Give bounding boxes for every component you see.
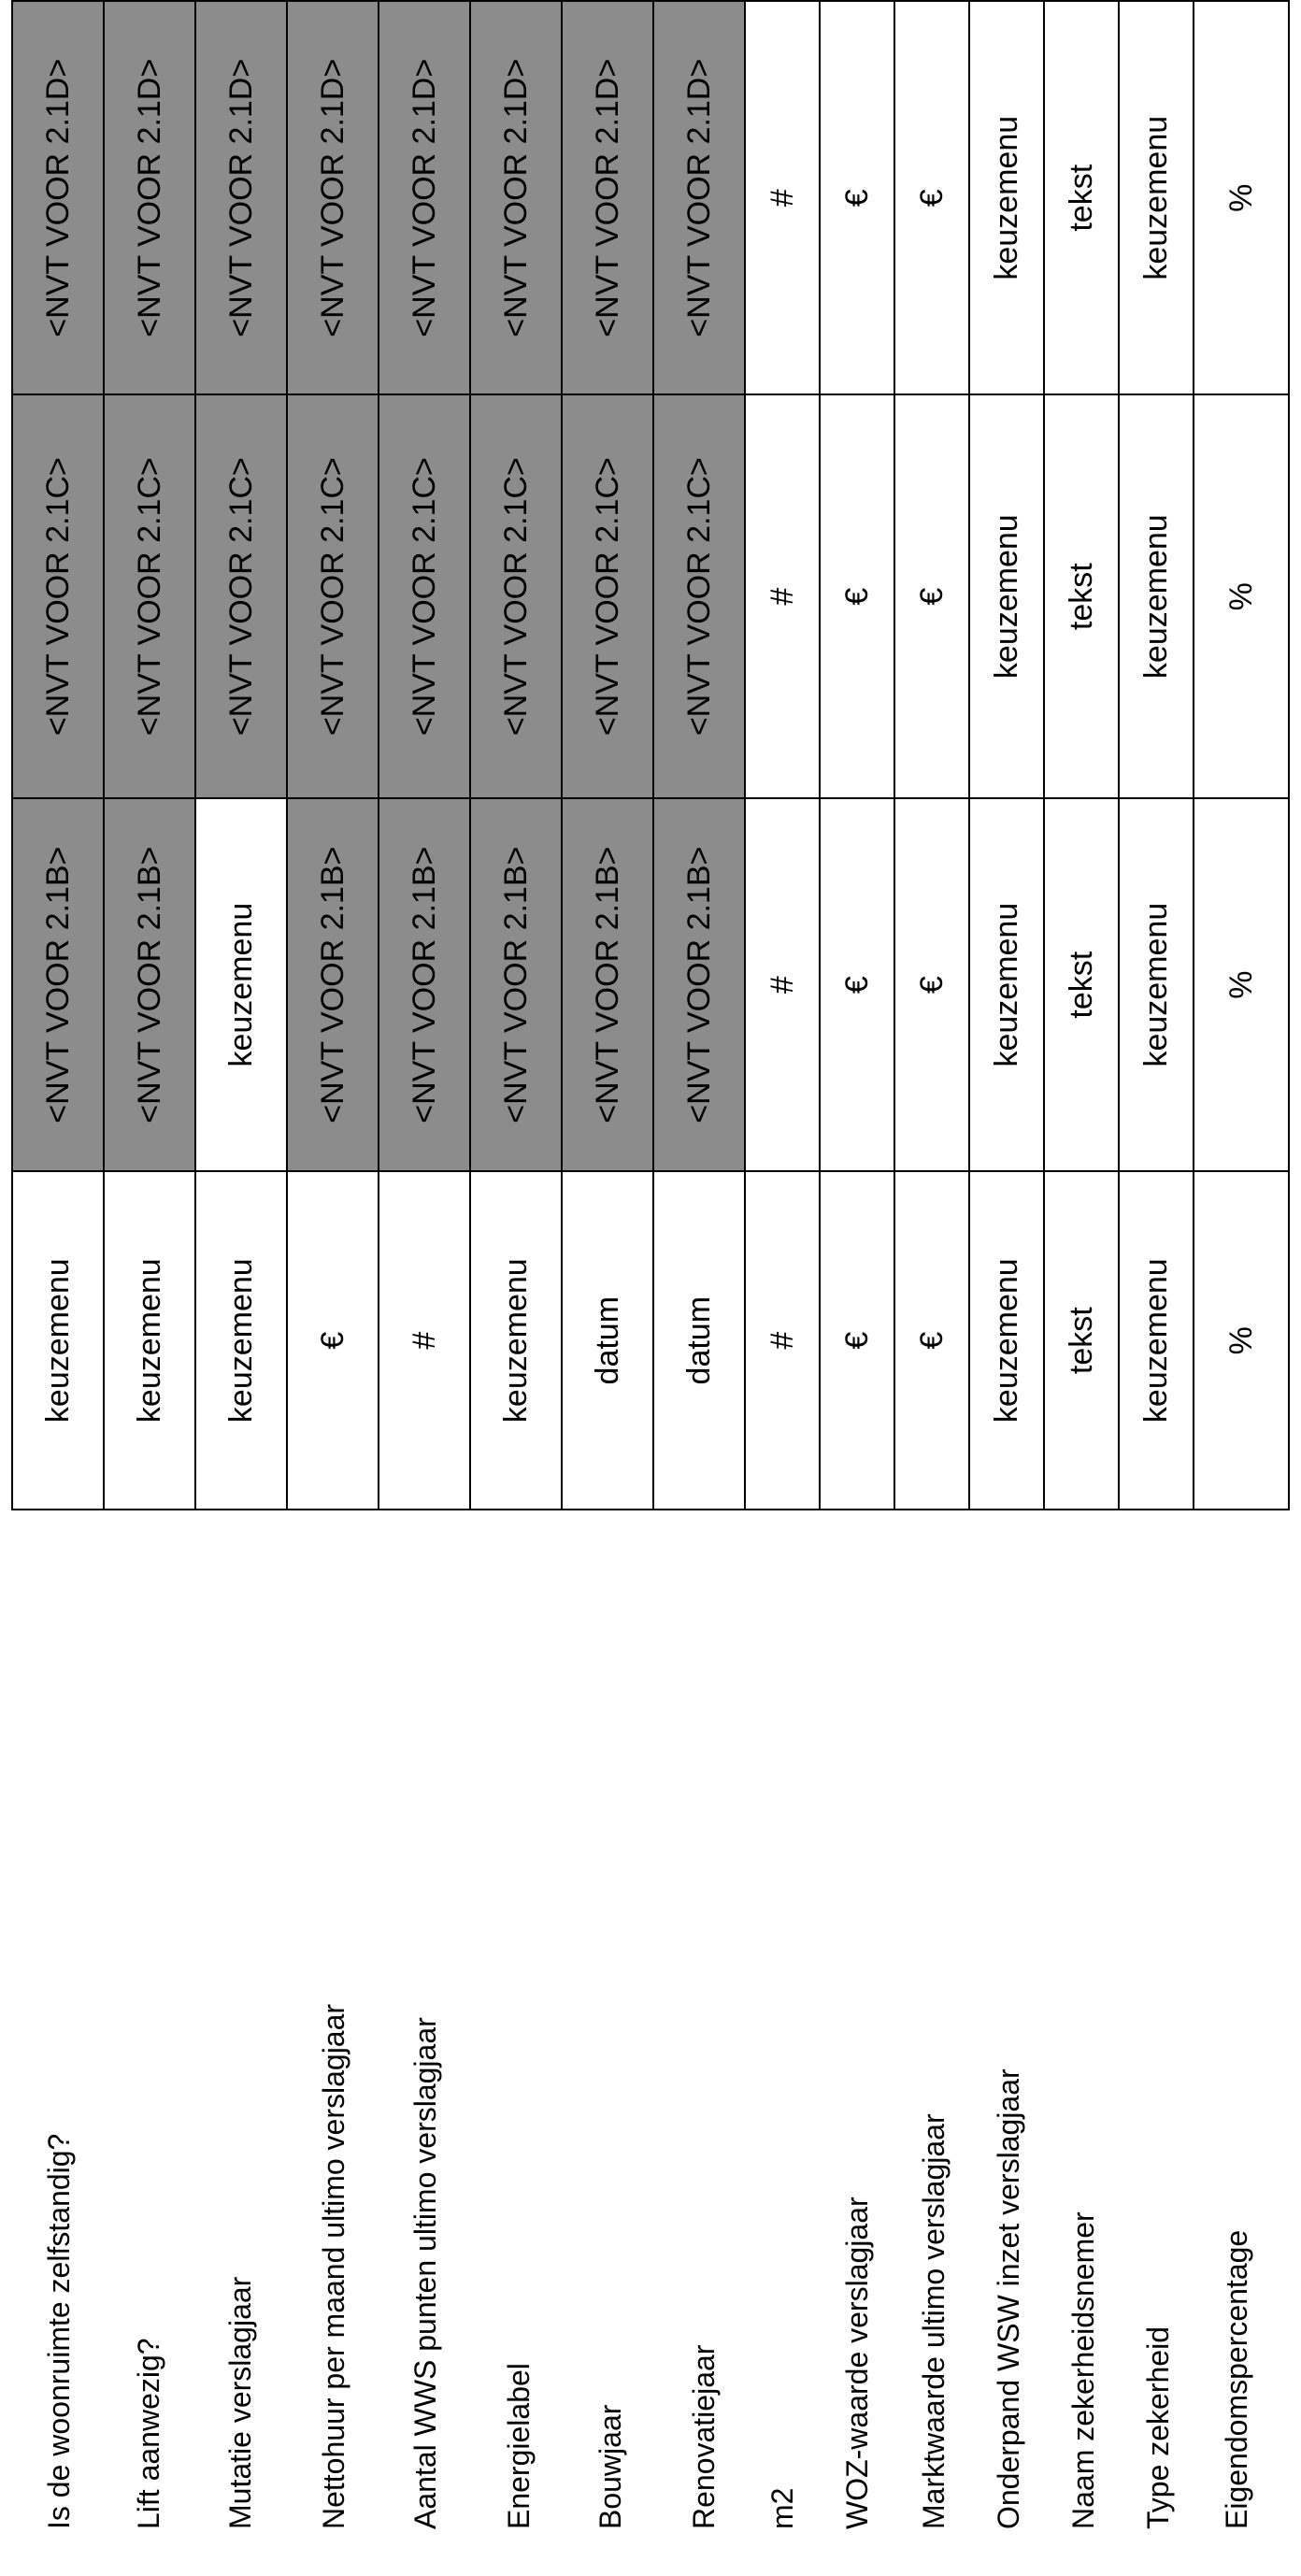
table-row <box>969 1 1044 1510</box>
cell-col-d: <NVT VOOR 2.1D> <box>562 1 653 394</box>
cell-col-d: <NVT VOOR 2.1D> <box>104 1 195 394</box>
table-row <box>820 1 894 1510</box>
cell-col-b: tekst <box>1044 798 1119 1172</box>
table-row <box>745 1 820 1510</box>
input-type-grid <box>11 0 1290 1510</box>
table-row <box>195 1 287 1510</box>
cell-col-b: <NVT VOOR 2.1B> <box>104 798 195 1172</box>
cell-col-d: keuzemenu <box>969 1 1044 394</box>
cell-col-c: <NVT VOOR 2.1C> <box>104 394 195 797</box>
cell-col-b: % <box>1194 798 1289 1172</box>
table-row <box>470 1 562 1510</box>
cell-col-a: € <box>820 1171 894 1510</box>
cell-col-a: # <box>745 1171 820 1510</box>
row-label-type-zekerheid: Type zekerheid <box>1141 2326 1175 2529</box>
table-row <box>653 1 745 1510</box>
cell-col-d: keuzemenu <box>1119 1 1194 394</box>
table-row <box>287 1 379 1510</box>
row-label-woz-waarde: WOZ-waarde verslagjaar <box>840 2197 874 2529</box>
row-label-eigendomspercentage: Eigendomspercentage <box>1220 2229 1253 2529</box>
cell-col-a: datum <box>562 1171 653 1510</box>
row-label-wws-punten: Aantal WWS punten ultimo verslagjaar <box>408 2017 442 2529</box>
row-labels <box>0 1510 1301 2576</box>
cell-col-c: € <box>894 394 969 797</box>
row-label-renovatiejaar: Renovatiejaar <box>687 2344 721 2529</box>
cell-col-a: tekst <box>1044 1171 1119 1510</box>
cell-col-a: keuzemenu <box>12 1171 104 1510</box>
row-label-zekerheidsnemer: Naam zekerheidsnemer <box>1066 2211 1100 2529</box>
cell-col-d: € <box>894 1 969 394</box>
row-label-marktwaarde: Marktwaarde ultimo verslagjaar <box>917 2113 951 2529</box>
cell-col-d: <NVT VOOR 2.1D> <box>287 1 379 394</box>
cell-col-d: <NVT VOOR 2.1D> <box>379 1 470 394</box>
cell-col-b: keuzemenu <box>1119 798 1194 1172</box>
cell-col-c: <NVT VOOR 2.1C> <box>379 394 470 797</box>
row-label-onderpand: Onderpand WSW inzet verslagjaar <box>992 2068 1025 2529</box>
cell-col-b: <NVT VOOR 2.1B> <box>653 798 745 1172</box>
row-label-nettohuur: Nettohuur per maand ultimo verslagjaar <box>317 2003 350 2529</box>
cell-col-c: # <box>745 394 820 797</box>
cell-col-a: € <box>894 1171 969 1510</box>
cell-col-d: tekst <box>1044 1 1119 394</box>
cell-col-c: tekst <box>1044 394 1119 797</box>
row-label-mutatie: Mutatie verslagjaar <box>223 2276 257 2529</box>
cell-col-d: € <box>820 1 894 394</box>
cell-col-a: keuzemenu <box>104 1171 195 1510</box>
table-row <box>12 1 104 1510</box>
cell-col-d: <NVT VOOR 2.1D> <box>653 1 745 394</box>
cell-col-c: <NVT VOOR 2.1C> <box>653 394 745 797</box>
cell-col-b: <NVT VOOR 2.1B> <box>379 798 470 1172</box>
cell-col-d: # <box>745 1 820 394</box>
cell-col-a: # <box>379 1171 470 1510</box>
cell-col-b: <NVT VOOR 2.1B> <box>470 798 562 1172</box>
table-row <box>1044 1 1119 1510</box>
cell-col-b: <NVT VOOR 2.1B> <box>287 798 379 1172</box>
cell-col-a: keuzemenu <box>195 1171 287 1510</box>
cell-col-c: keuzemenu <box>1119 394 1194 797</box>
cell-col-c: keuzemenu <box>969 394 1044 797</box>
cell-col-c: <NVT VOOR 2.1C> <box>287 394 379 797</box>
cell-col-b: # <box>745 798 820 1172</box>
cell-col-c: <NVT VOOR 2.1C> <box>562 394 653 797</box>
row-label-lift: Lift aanwezig? <box>132 2338 165 2529</box>
cell-col-c: <NVT VOOR 2.1C> <box>470 394 562 797</box>
cell-col-d: <NVT VOOR 2.1D> <box>470 1 562 394</box>
table-row <box>1194 1 1289 1510</box>
cell-col-d: <NVT VOOR 2.1D> <box>195 1 287 394</box>
cell-col-a: keuzemenu <box>1119 1171 1194 1510</box>
cell-col-c: % <box>1194 394 1289 797</box>
table-row <box>379 1 470 1510</box>
row-label-m2: m2 <box>765 2487 799 2529</box>
cell-col-d: % <box>1194 1 1289 394</box>
cell-col-d: <NVT VOOR 2.1D> <box>12 1 104 394</box>
table-row <box>104 1 195 1510</box>
cell-col-a: keuzemenu <box>969 1171 1044 1510</box>
cell-col-c: € <box>820 394 894 797</box>
table-row <box>562 1 653 1510</box>
row-label-bouwjaar: Bouwjaar <box>593 2404 627 2529</box>
table-row <box>1119 1 1194 1510</box>
row-label-energielabel: Energielabel <box>502 2363 536 2529</box>
cell-col-c: <NVT VOOR 2.1C> <box>195 394 287 797</box>
cell-col-a: datum <box>653 1171 745 1510</box>
cell-col-b: <NVT VOOR 2.1B> <box>562 798 653 1172</box>
cell-col-c: <NVT VOOR 2.1C> <box>12 394 104 797</box>
cell-col-a: € <box>287 1171 379 1510</box>
row-label-zelfstandig: Is de woonruimte zelfstandig? <box>42 2133 76 2529</box>
cell-col-a: keuzemenu <box>470 1171 562 1510</box>
cell-col-b: € <box>894 798 969 1172</box>
cell-col-b: € <box>820 798 894 1172</box>
cell-col-b: keuzemenu <box>195 798 287 1172</box>
cell-col-b: <NVT VOOR 2.1B> <box>12 798 104 1172</box>
cell-col-b: keuzemenu <box>969 798 1044 1172</box>
cell-col-a: % <box>1194 1171 1289 1510</box>
table-row <box>894 1 969 1510</box>
